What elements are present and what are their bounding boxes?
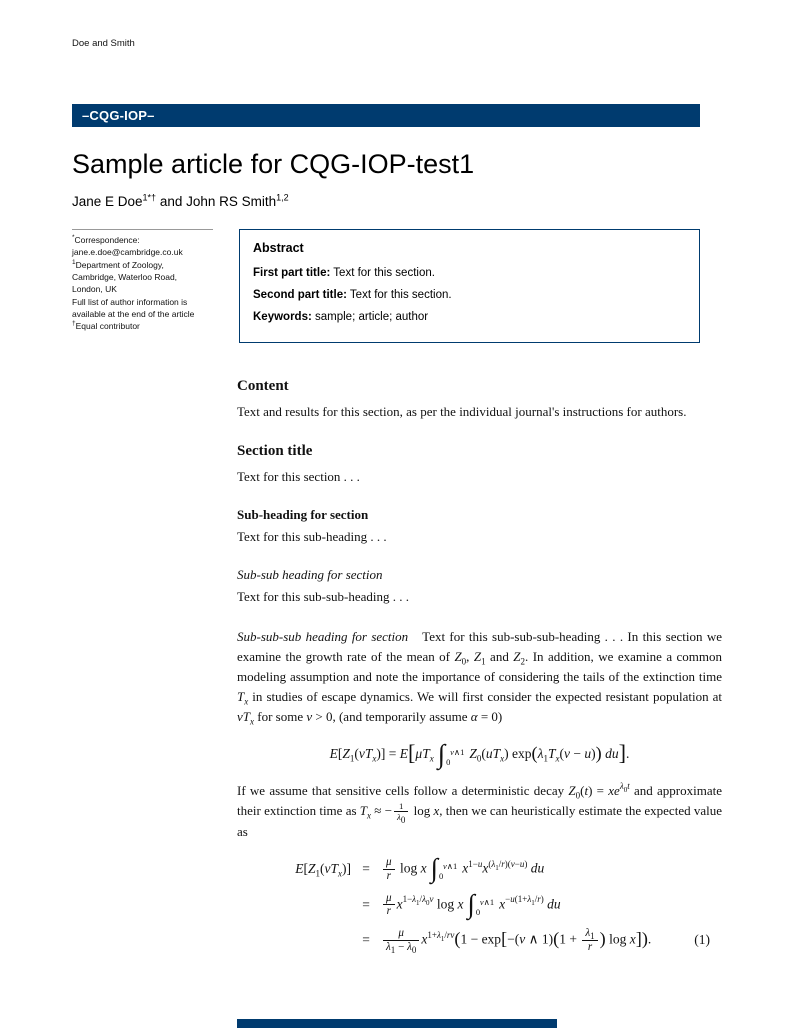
- section-heading-title: Section title: [237, 442, 313, 459]
- abstract-item-first: [253, 265, 686, 282]
- article-title: Sample article for CQG-IOP-test1: [72, 149, 475, 179]
- paragraph-subsection: Text for this sub-heading . . .: [237, 528, 387, 544]
- equation-row: [265, 888, 722, 919]
- running-head: Doe and Smith: [72, 38, 135, 49]
- equals-sign: =: [362, 896, 370, 912]
- subsubsub-heading: Sub-sub-sub heading for section: [237, 628, 409, 644]
- equation-number: (1): [694, 932, 710, 948]
- abstract-item-keywords: [253, 309, 686, 326]
- section-heading-content: Content: [237, 377, 289, 394]
- paragraph-estimate: If we assume that sensitive cells follow a deterministic decay $Z_0(t) = xe^{\lambda_0t}$ and approximate their extinction time as $T_x$ ≈ − $\frac{1}{\lambda_0}$ log x, then we can heuristically estimate the expected value as: [237, 781, 722, 840]
- equals-sign: =: [362, 932, 370, 948]
- equals-sign: =: [362, 861, 370, 877]
- equation-row: [265, 853, 722, 884]
- abstract-heading: Abstract: [253, 241, 304, 255]
- paragraph-runin: [237, 627, 722, 727]
- correspondence-block: *Correspondence: jane.e.doe@cambridge.co.uk $^1$Department of Zoology, Cambridge, Waterloo Road, London, UK Full list of author information is available at the end of the article †Equal contributor: [72, 229, 213, 333]
- abstract-item-second: [253, 287, 686, 304]
- abstract-item-text: Text for this section.: [330, 266, 435, 279]
- display-equation-1: $E[Z_1(vT_x)] = E[\mu T_x$ ∫ v∧1 0 $Z_0(uT_x) \exp(\lambda_1T_x(v - u))$ du].: [329, 738, 630, 769]
- paragraph-section: Text for this section . . .: [237, 468, 360, 484]
- journal-banner-label: –CQG-IOP–: [82, 108, 155, 123]
- equation-rhs: $\frac{\mu}{r}$ log x ∫ v∧1 0 $x^{1-u}x^{(\lambda_1/r)(v-u)}$ du: [381, 856, 544, 882]
- paragraph-runin-text: Text for this sub-sub-sub-heading . . . In this section we examine the growth rate of the mean of $Z_0$, $Z_1$ and $Z_2$. In addition, we examine a common modeling assumption and note the importance of considering the tails of the extinction time $T_x$ in studies of escape dynamics. We will first consider the expected resistant population at $vT_x$ for some v > 0, (and temporarily assume α = 0): [237, 628, 723, 727]
- equation-array: [265, 853, 722, 955]
- paragraph-content: Text and results for this section, as per the individual journal's instructions for authors.: [237, 403, 687, 419]
- authors-line: Jane E Doe$^{1*\dagger}$ and John RS Smith$^{1,2}$: [72, 192, 289, 209]
- footer-bar: [237, 1019, 557, 1028]
- equation-rhs: $\frac{\mu}{\lambda_1 - \lambda_0}$ $x^{1+\lambda_1/rv}(1 - \exp[-(v$ ∧ 1)(1 + $\frac{\lambda_1}{r}$ ) log x]).: [381, 927, 651, 953]
- abstract-box: [239, 229, 700, 343]
- journal-banner: [72, 104, 700, 127]
- abstract-item-text: Text for this section.: [346, 289, 452, 301]
- abstract-item-label: Second part title:: [253, 289, 347, 301]
- abstract-item-text: sample; article; author: [311, 311, 429, 324]
- subsubsection-heading: Sub-sub heading for section: [237, 566, 383, 582]
- equation-row: [265, 927, 722, 953]
- abstract-item-label: First part title:: [253, 266, 331, 279]
- equation-lhs: $E[Z_1(vT_x)]$: [295, 861, 351, 880]
- paragraph-subsubsection: Text for this sub-sub-heading . . .: [237, 588, 410, 604]
- info-abstract-row: [72, 229, 700, 343]
- equation-rhs: $\frac{\mu}{r}$ $x^{1-\lambda_1/\lambda_0v}$ log x ∫ v∧1 0 $x^{-u(1+\lambda_1/r)}$ du: [381, 892, 561, 918]
- subsection-heading: Sub-heading for section: [237, 506, 369, 522]
- abstract-item-label: Keywords:: [253, 311, 312, 324]
- article-body: [237, 377, 722, 954]
